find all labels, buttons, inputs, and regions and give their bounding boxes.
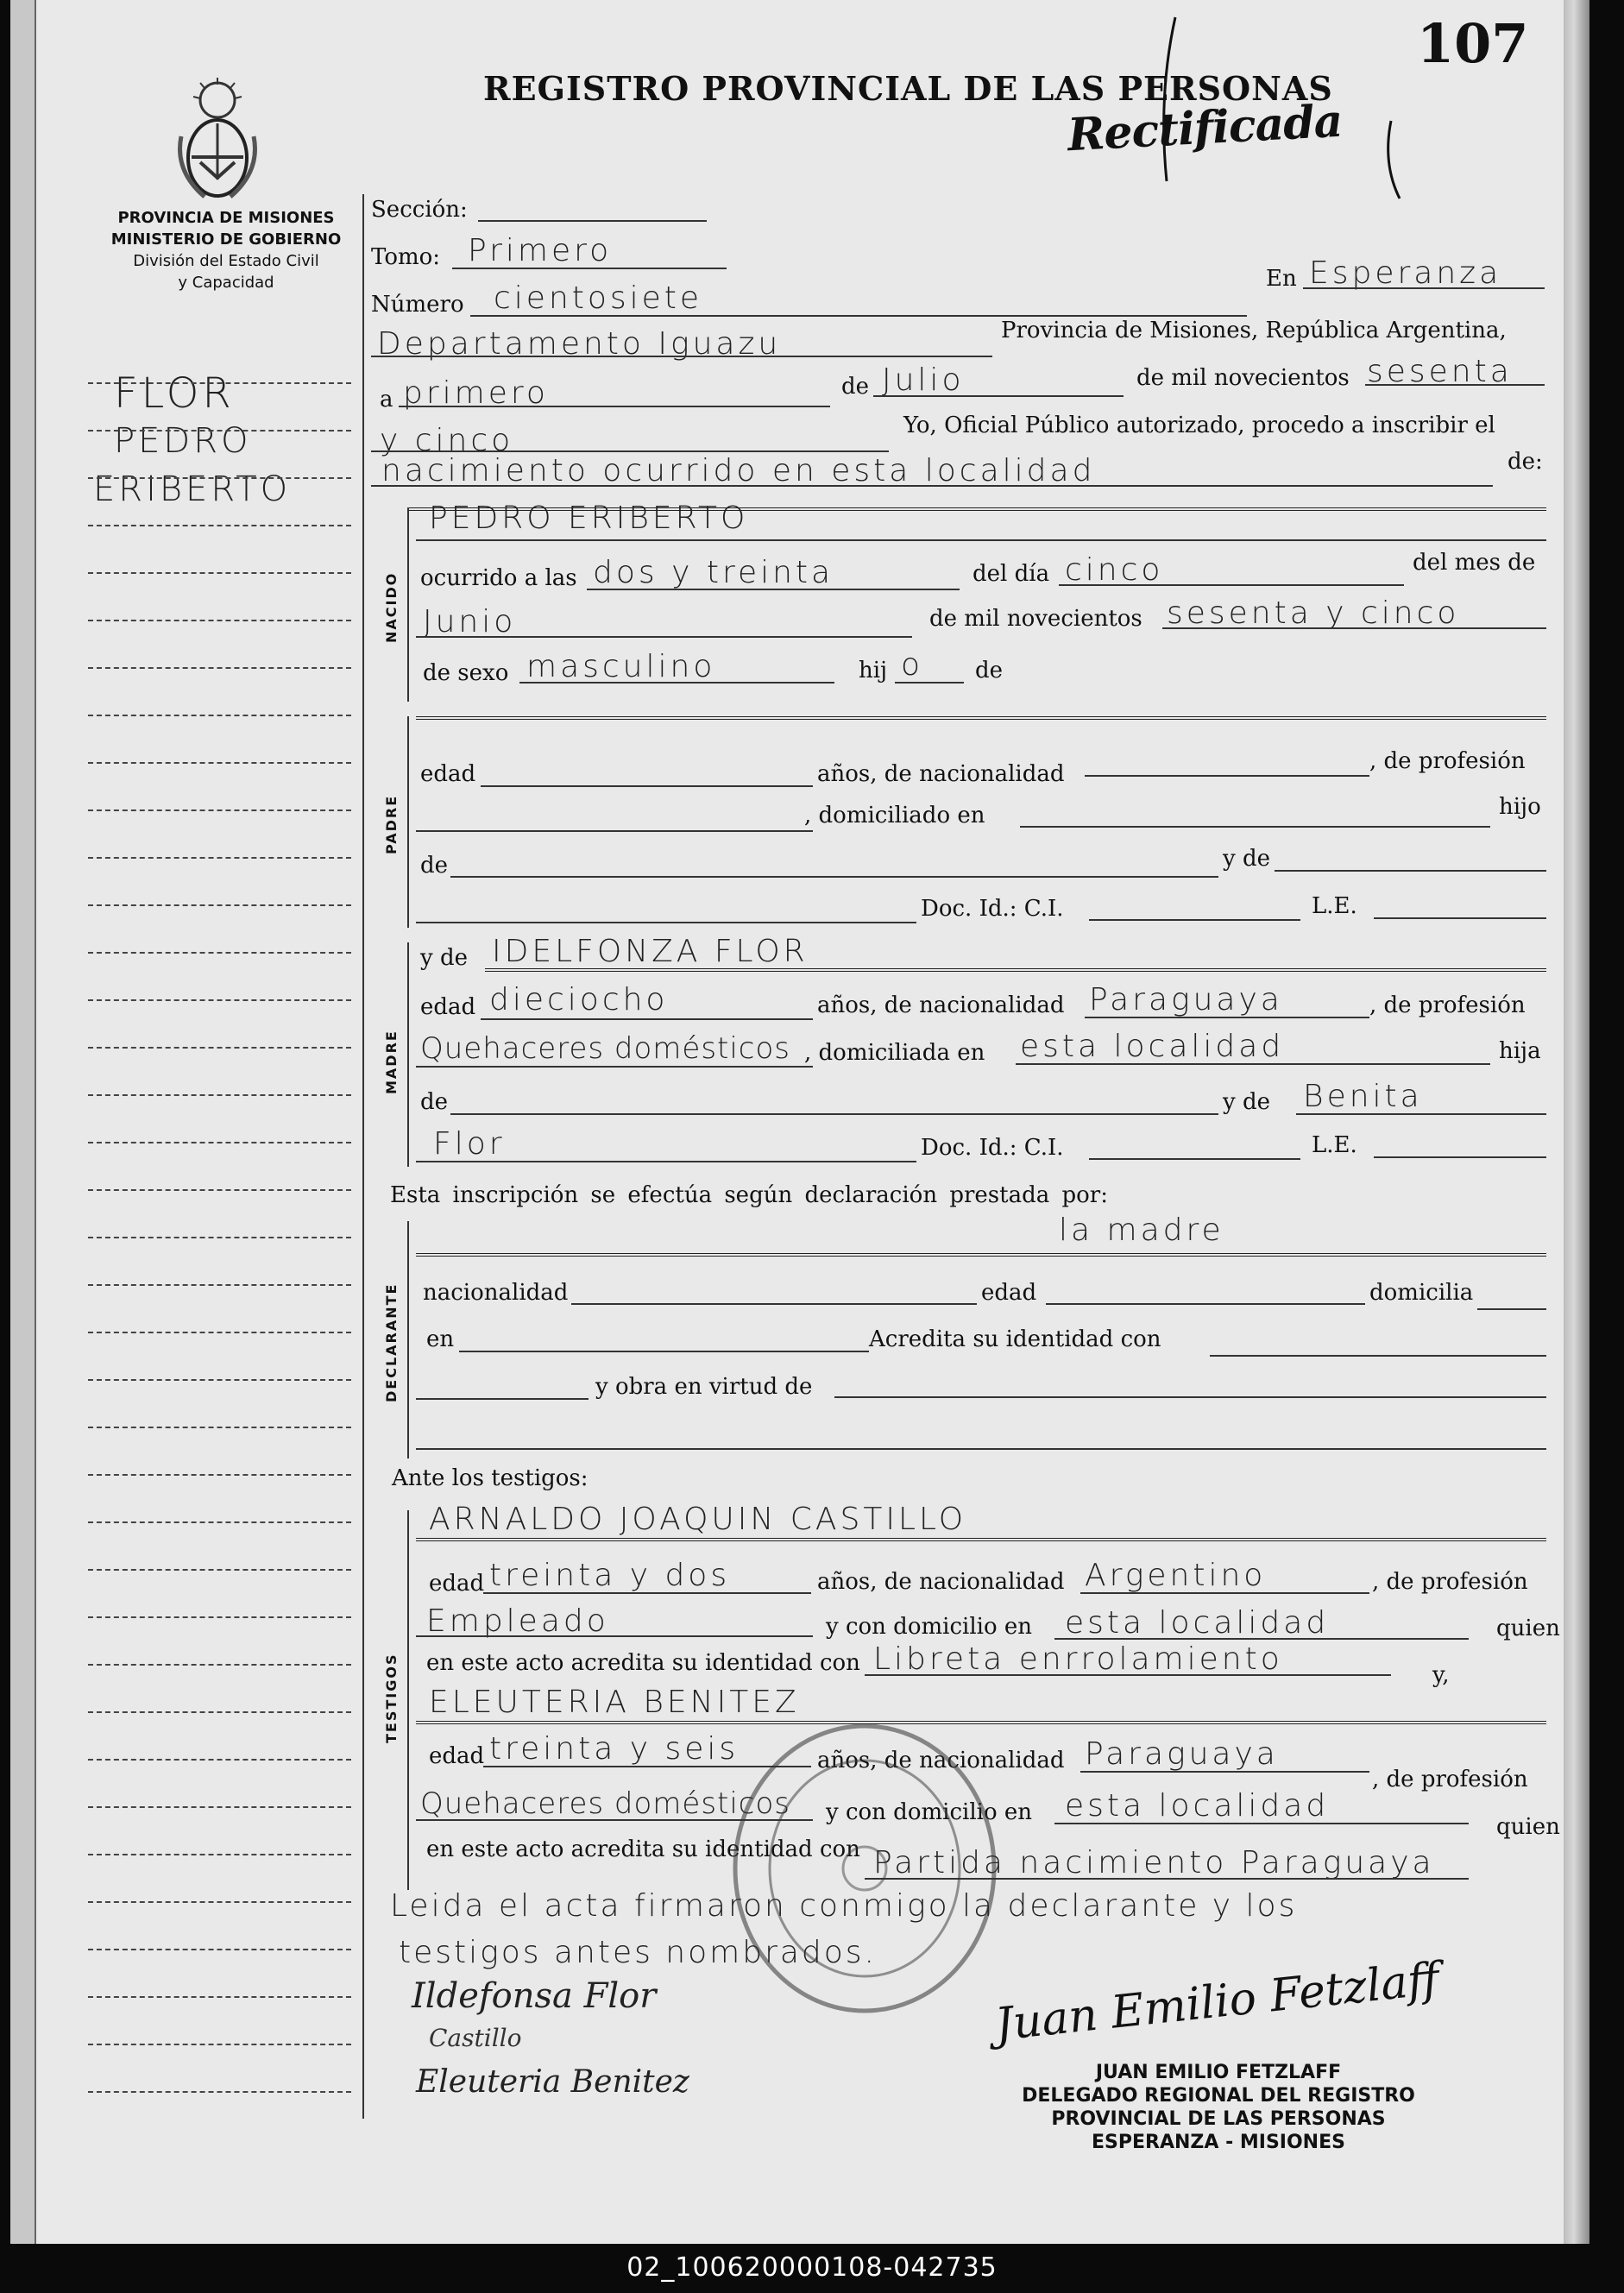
testigo1-acredita-label: en este acto acredita su identidad con xyxy=(426,1650,860,1676)
madre-yde2-label: y de xyxy=(1223,1089,1270,1115)
official-stamp-agency: PROVINCIAL DE LAS PERSONAS xyxy=(1051,2108,1386,2130)
testigo2-edad-value: treinta y seis xyxy=(489,1731,740,1767)
testigo1-nacionalidad-value: Argentino xyxy=(1085,1558,1267,1593)
a-label: a xyxy=(380,387,393,413)
testigo2-domicilio-label: y con domicilio en xyxy=(826,1799,1033,1825)
madre-doc-label: Doc. Id.: C.I. xyxy=(921,1135,1064,1161)
sexo-value: masculino xyxy=(526,649,716,684)
seccion-line xyxy=(478,220,707,222)
anio-line-1 xyxy=(1365,384,1545,386)
declarante-rule xyxy=(416,1253,1546,1257)
madre-profesion-line xyxy=(416,1066,813,1068)
madre-profesion-value: Quehaceres domésticos xyxy=(420,1031,791,1066)
madre-de-value: Benita xyxy=(1303,1079,1423,1114)
testigo2-edad-label: edad xyxy=(429,1743,485,1769)
agency-ministry: MINISTERIO DE GOBIERNO xyxy=(110,230,342,249)
testigo2-nacionalidad-value: Paraguaya xyxy=(1085,1736,1279,1772)
mes-line xyxy=(873,395,1124,397)
padre-extra-line xyxy=(416,922,916,923)
declarante-en-line xyxy=(459,1351,869,1352)
closing-line-1: Leida el acta firmaron conmigo la declarante y los xyxy=(390,1888,1298,1924)
testigo2-domicilio-line xyxy=(1054,1823,1469,1824)
nacido-de-label: de xyxy=(975,658,1004,683)
seccion-label: Sección: xyxy=(371,197,468,223)
del-mes-label: del mes de xyxy=(1413,550,1536,576)
padre-le-label: L.E. xyxy=(1312,893,1357,919)
declarante-value: la madre xyxy=(1059,1213,1224,1248)
declarante-extra-line xyxy=(416,1448,1546,1450)
padre-doc-line xyxy=(1089,919,1300,921)
official-signature: Juan Emilio Fetzlaff xyxy=(992,1953,1442,2051)
official-stamp-location: ESPERANZA - MISIONES xyxy=(1092,2132,1345,2153)
acto-value: nacimiento ocurrido en esta localidad xyxy=(381,453,1096,488)
book-edge xyxy=(1564,0,1589,2244)
madre-nacionalidad-line xyxy=(1085,1017,1369,1018)
padre-domicilio-line xyxy=(1020,826,1490,828)
hij-label: hij xyxy=(859,658,888,683)
madre-extra-line xyxy=(416,1161,916,1162)
padre-doc-label: Doc. Id.: C.I. xyxy=(921,896,1064,922)
nacido-anio-value: sesenta y cinco xyxy=(1167,595,1460,631)
declarante-obra-line xyxy=(834,1396,1546,1398)
testigos-section-label: TESTIGOS xyxy=(383,1653,400,1743)
testigo1-quien-label: quien xyxy=(1496,1616,1560,1641)
nacido-dia-value: cinco xyxy=(1065,552,1164,588)
testigo2-profesion-label: , de profesión xyxy=(1372,1767,1528,1792)
departamento-line xyxy=(371,356,992,357)
page-number: 107 xyxy=(1417,12,1529,75)
testigo2-profesion-value: Quehaceres domésticos xyxy=(420,1786,791,1821)
padre-domiciliado-label: , domiciliado en xyxy=(804,803,985,828)
madre-domicilio-line xyxy=(1016,1063,1490,1065)
declarante-domicilia-label: domicilia xyxy=(1369,1280,1474,1306)
madre-name-line xyxy=(485,968,1546,972)
document-page xyxy=(10,0,1589,2244)
testigo1-profesion-label: , de profesión xyxy=(1372,1569,1528,1595)
closing-line-2: testigos antes nombrados. xyxy=(399,1935,878,1970)
madre-edad-value: dieciocho xyxy=(489,982,669,1017)
testigo2-nacionalidad-line xyxy=(1080,1771,1369,1773)
rectificada-annotation: Rectificada xyxy=(1066,94,1344,162)
declarante-bracket xyxy=(407,1221,409,1458)
nacido-mil-label: de mil novecientos xyxy=(929,606,1142,632)
hij-value: o xyxy=(901,647,924,683)
padre-section-label: PADRE xyxy=(383,794,400,854)
madre-name: IDELFONZA FLOR xyxy=(492,934,809,969)
madre-de-line xyxy=(450,1113,1218,1115)
declarante-nacionalidad-label: nacionalidad xyxy=(423,1280,569,1306)
testigos-bracket xyxy=(407,1510,409,1890)
madre-de-label: de xyxy=(420,1089,449,1115)
nacido-mes-line xyxy=(416,636,912,638)
madre-de-value-2: Flor xyxy=(433,1126,506,1162)
del-dia-label: del día xyxy=(973,561,1050,587)
signature-2: Castillo xyxy=(429,2024,522,2052)
padre-hijo-label: hijo xyxy=(1499,794,1541,820)
declarante-nacionalidad-line xyxy=(571,1303,977,1305)
official-stamp xyxy=(994,2061,1443,2154)
madre-profesion-label: , de profesión xyxy=(1369,992,1526,1018)
declarante-acredita-label: Acredita su identidad con xyxy=(869,1326,1161,1352)
testigo1-domicilio-label: y con domicilio en xyxy=(826,1614,1033,1640)
agency-capacity: y Capacidad xyxy=(178,274,274,292)
agency-province: PROVINCIA DE MISIONES xyxy=(117,209,335,227)
padre-bracket xyxy=(407,716,409,928)
mil-text: de mil novecientos xyxy=(1136,365,1350,391)
official-stamp-title: DELEGADO REGIONAL DEL REGISTRO xyxy=(1022,2085,1415,2107)
testigo2-name: ELEUTERIA BENITEZ xyxy=(429,1685,800,1720)
padre-edad-label: edad xyxy=(420,761,476,787)
padre-profesion-line xyxy=(416,830,813,832)
padre-rule xyxy=(416,716,1546,720)
nacido-bracket xyxy=(407,507,409,702)
madre-le-label: L.E. xyxy=(1312,1132,1357,1158)
de-colon: de: xyxy=(1508,449,1543,475)
tomo-value: Primero xyxy=(468,233,613,268)
padre-nacionalidad-line xyxy=(1085,775,1369,777)
hora-value: dos y treinta xyxy=(593,555,834,590)
padre-edad-line xyxy=(481,785,813,787)
declarante-acredita-line xyxy=(1210,1355,1546,1357)
madre-domicilio-value: esta localidad xyxy=(1020,1029,1285,1064)
testigo1-edad-line xyxy=(483,1592,811,1594)
madre-yde-label: y de xyxy=(420,945,468,971)
column-divider xyxy=(362,194,364,2119)
book-spine xyxy=(10,0,36,2244)
declarante-domicilia-line xyxy=(1477,1308,1546,1310)
scan-file-id: 02_100620000108-042735 xyxy=(626,2252,998,2283)
padre-profesion-label: , de profesión xyxy=(1369,748,1526,774)
margin-surname: FLOR xyxy=(114,369,235,418)
madre-edad-line xyxy=(481,1018,813,1020)
agency-block xyxy=(88,207,364,293)
margin-lines xyxy=(88,337,351,2093)
testigo2-anos-label: años, de nacionalidad xyxy=(817,1748,1065,1773)
padre-le-line xyxy=(1374,917,1546,919)
declarante-en-label: en xyxy=(426,1326,455,1352)
madre-nacionalidad-value: Paraguaya xyxy=(1089,982,1283,1017)
testigo1-domicilio-value: esta localidad xyxy=(1065,1605,1330,1641)
declaracion-text: Esta inscripción se efectúa según declaración prestada por: xyxy=(390,1182,1108,1208)
official-stamp-name: JUAN EMILIO FETZLAFF xyxy=(1095,2062,1342,2083)
dia-line xyxy=(399,406,830,407)
annotation-strokes xyxy=(1063,9,1426,207)
madre-le-line xyxy=(1374,1156,1546,1158)
nacido-name: PEDRO ERIBERTO xyxy=(429,501,749,536)
hora-line xyxy=(587,589,960,590)
testigo1-documento-line xyxy=(865,1674,1391,1676)
acto-line xyxy=(371,485,1493,487)
padre-anos-label: años, de nacionalidad xyxy=(817,761,1065,787)
departamento-value: Departamento Iguazu xyxy=(377,326,782,362)
madre-anos-label: años, de nacionalidad xyxy=(817,992,1065,1018)
testigo1-anos-label: años, de nacionalidad xyxy=(817,1569,1065,1595)
declarante-section-label: DECLARANTE xyxy=(383,1282,400,1402)
tomo-line xyxy=(452,268,727,269)
margin-name-1: PEDRO xyxy=(114,421,252,461)
mes-value: Julio xyxy=(882,362,965,398)
declarante-doc-line xyxy=(416,1398,589,1400)
testigo2-acredita-label: en este acto acredita su identidad con xyxy=(426,1836,860,1862)
testigo1-profesion-value: Empleado xyxy=(426,1603,609,1639)
nacido-dia-line xyxy=(1059,584,1404,586)
testigo2-domicilio-value: esta localidad xyxy=(1065,1788,1330,1824)
declarante-obra-label: y obra en virtud de xyxy=(595,1374,813,1400)
margin-name-2: ERIBERTO xyxy=(93,469,292,509)
madre-hija-label: hija xyxy=(1499,1038,1541,1064)
page-title: REGISTRO PROVINCIAL DE LAS PERSONAS xyxy=(483,69,1333,108)
testigo1-documento-value: Libreta enrrolamiento xyxy=(873,1641,1283,1677)
testigo1-edad-label: edad xyxy=(429,1571,485,1597)
yo-text: Yo, Oficial Público autorizado, procedo a inscribir el xyxy=(903,413,1495,438)
testigo2-documento-value: Partida nacimiento Paraguaya xyxy=(873,1845,1435,1880)
numero-value: cientosiete xyxy=(494,280,703,316)
testigo1-y-label: y, xyxy=(1432,1662,1450,1688)
dia-value: primero xyxy=(403,375,549,411)
provincia-text: Provincia de Misiones, República Argentina, xyxy=(1001,318,1507,343)
nacido-section-label: NACIDO xyxy=(383,571,400,643)
padre-yde-label: y de xyxy=(1223,846,1270,872)
anio-value-1: sesenta xyxy=(1367,354,1513,389)
testigo1-name: ARNALDO JOAQUIN CASTILLO xyxy=(429,1502,967,1537)
numero-label: Número xyxy=(371,292,464,318)
tomo-label: Tomo: xyxy=(371,244,441,270)
coat-of-arms-icon xyxy=(166,76,269,205)
agency-division: División del Estado Civil xyxy=(133,252,319,270)
en-line xyxy=(1303,287,1545,289)
declarante-edad-label: edad xyxy=(981,1280,1037,1306)
testigo1-domicilio-line xyxy=(1054,1638,1469,1640)
testigo1-name-line xyxy=(416,1538,1546,1541)
padre-de-label: de xyxy=(420,853,449,879)
en-value: Esperanza xyxy=(1309,255,1502,291)
madre-yde-line xyxy=(1296,1113,1546,1115)
nacido-anio-line xyxy=(1162,627,1546,629)
de-label: de xyxy=(841,374,870,400)
signature-3: Eleuteria Benitez xyxy=(416,2064,689,2100)
anio-value-2: y cinco xyxy=(380,423,514,458)
padre-de-line xyxy=(450,876,1218,878)
madre-section-label: MADRE xyxy=(383,1030,400,1094)
signature-1: Ildefonsa Flor xyxy=(412,1976,657,2016)
scan-footer xyxy=(0,2244,1624,2293)
testigo1-nacionalidad-line xyxy=(1080,1592,1369,1594)
sexo-label: de sexo xyxy=(423,660,509,686)
nacido-mes-value: Junio xyxy=(423,604,517,639)
testigos-ante-label: Ante los testigos: xyxy=(392,1465,589,1491)
madre-bracket xyxy=(407,942,409,1167)
ocurrido-label: ocurrido a las xyxy=(420,565,577,591)
madre-domiciliada-label: , domiciliada en xyxy=(804,1040,985,1066)
sexo-line xyxy=(519,682,834,683)
nacido-name-line xyxy=(416,539,1546,541)
numero-line xyxy=(470,315,1247,317)
testigo1-profesion-line xyxy=(416,1635,813,1637)
en-label: En xyxy=(1266,266,1297,292)
declarante-edad-line xyxy=(1046,1303,1365,1305)
anio-line-2 xyxy=(371,450,889,452)
madre-doc-line xyxy=(1089,1158,1300,1160)
hij-line xyxy=(895,682,964,683)
padre-yde-line xyxy=(1275,870,1546,872)
testigo1-edad-value: treinta y dos xyxy=(489,1558,731,1593)
testigo2-quien-label: quien xyxy=(1496,1814,1560,1840)
madre-edad-label: edad xyxy=(420,994,476,1020)
official-seal xyxy=(718,1713,1011,2024)
